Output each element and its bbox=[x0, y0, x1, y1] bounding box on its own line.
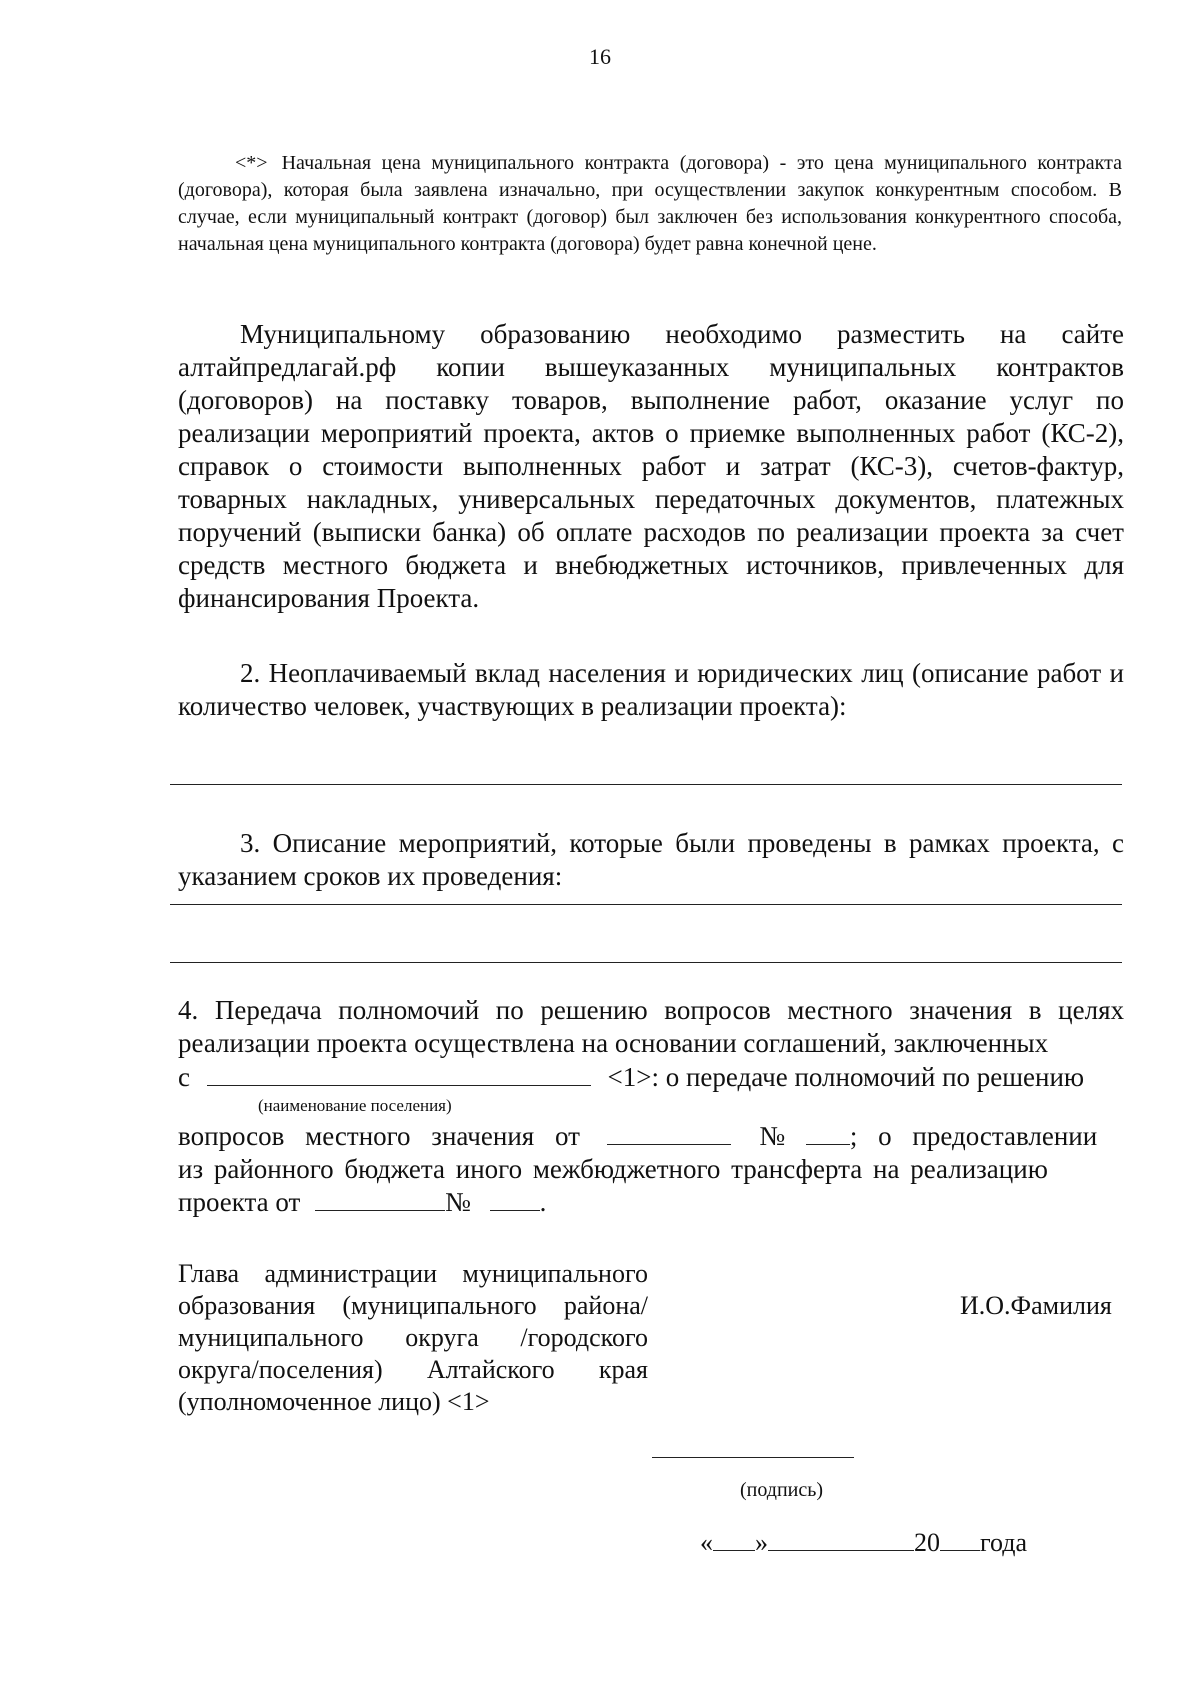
signature-line bbox=[652, 1457, 854, 1458]
item-4-row-project-date bbox=[178, 1186, 546, 1219]
agreement-date-blank bbox=[607, 1120, 731, 1145]
number-sign-2: № bbox=[445, 1187, 471, 1217]
item-4-row-settlement bbox=[178, 1061, 1084, 1094]
item-3-answer-line-2 bbox=[170, 962, 1122, 963]
footnote bbox=[178, 150, 1122, 258]
item-4-row-agreement-date bbox=[178, 1120, 1124, 1153]
item-4: 4. Передача полномочий по решению вопросов местного значения в целях реализации проекта осуществлена на основании соглашений, заключенных bbox=[178, 995, 1124, 1058]
line2-a: вопросов местного значения от bbox=[178, 1121, 580, 1151]
line4-a: проекта от bbox=[178, 1187, 301, 1217]
item-3-answer-line-1 bbox=[170, 904, 1122, 905]
item-2: 2. Неоплачиваемый вклад населения и юридических лиц (описание работ и количество человек, участвующих в реализации проекта): bbox=[178, 658, 1124, 721]
item-4-row-transfer: из районного бюджета иного межбюджетного трансферта на реализацию bbox=[178, 1154, 1048, 1184]
settlement-caption: (наименование поселения) bbox=[258, 1096, 452, 1115]
paragraph-publication: Муниципальному образованию необходимо разместить на сайте алтайпредлагай.рф копии вышеуказанных муниципальных контрактов (договоров) на поставку товаров, выполнение работ, оказание услуг по реализации мероприятий проекта, актов о приемке выполненных работ (КС-2), справок о стоимости выполненных работ и затрат (КС-3), счетов-фактур, товарных накладных, универсальных передаточных документов, платежных поручений (выписки банка) об оплате расходов по реализации проекта за счет средств местного бюджета и внебюджетных источников, привлеченных для финансирования Проекта. bbox=[178, 319, 1124, 613]
month-blank bbox=[768, 1526, 914, 1551]
agreement-number-blank bbox=[806, 1120, 850, 1145]
signature-caption: (подпись) bbox=[740, 1479, 824, 1501]
signer-name: И.О.Фамилия bbox=[960, 1291, 1112, 1320]
date-open-quote: « bbox=[700, 1528, 713, 1557]
year-prefix: 20 bbox=[914, 1528, 940, 1557]
number-sign: № bbox=[759, 1121, 786, 1151]
signer-position: Глава администрации муниципального образования (муниципального района/муниципального округа /городского округа/поселения) Алтайского края (уполномоченное лицо) <1> bbox=[178, 1259, 648, 1416]
date-close-quote: » bbox=[755, 1528, 768, 1557]
project-number-blank bbox=[490, 1186, 540, 1211]
day-blank bbox=[713, 1526, 755, 1551]
settlement-blank bbox=[207, 1061, 591, 1086]
year-blank bbox=[940, 1526, 980, 1551]
with-suffix: <1>: о передаче полномочий по решению bbox=[607, 1062, 1085, 1092]
footnote-text: Начальная цена муниципального контракта (договора) - это цена муниципального контракта (договора), которая была заявлена изначально, при осуществлении закупок конкурентным способом. В случае, если муниципальный контракт (договор) был заключен без использования конкурентного способа, начальная цена муниципального контракта (договора) будет равна конечной цене. bbox=[178, 152, 1122, 255]
project-date-blank bbox=[315, 1186, 445, 1211]
item-3: 3. Описание мероприятий, которые были проведены в рамках проекта, с указанием сроков их проведения: bbox=[178, 828, 1124, 891]
line2-b: ; о предоставлении bbox=[849, 1121, 1098, 1151]
item-2-answer-line bbox=[170, 784, 1122, 785]
date-row bbox=[700, 1526, 1027, 1559]
line4-end: . bbox=[539, 1187, 547, 1217]
year-suffix: года bbox=[980, 1528, 1028, 1557]
with-prefix: с bbox=[178, 1062, 190, 1092]
footnote-marker: <*> bbox=[235, 152, 268, 174]
page-number: 16 bbox=[589, 44, 611, 69]
